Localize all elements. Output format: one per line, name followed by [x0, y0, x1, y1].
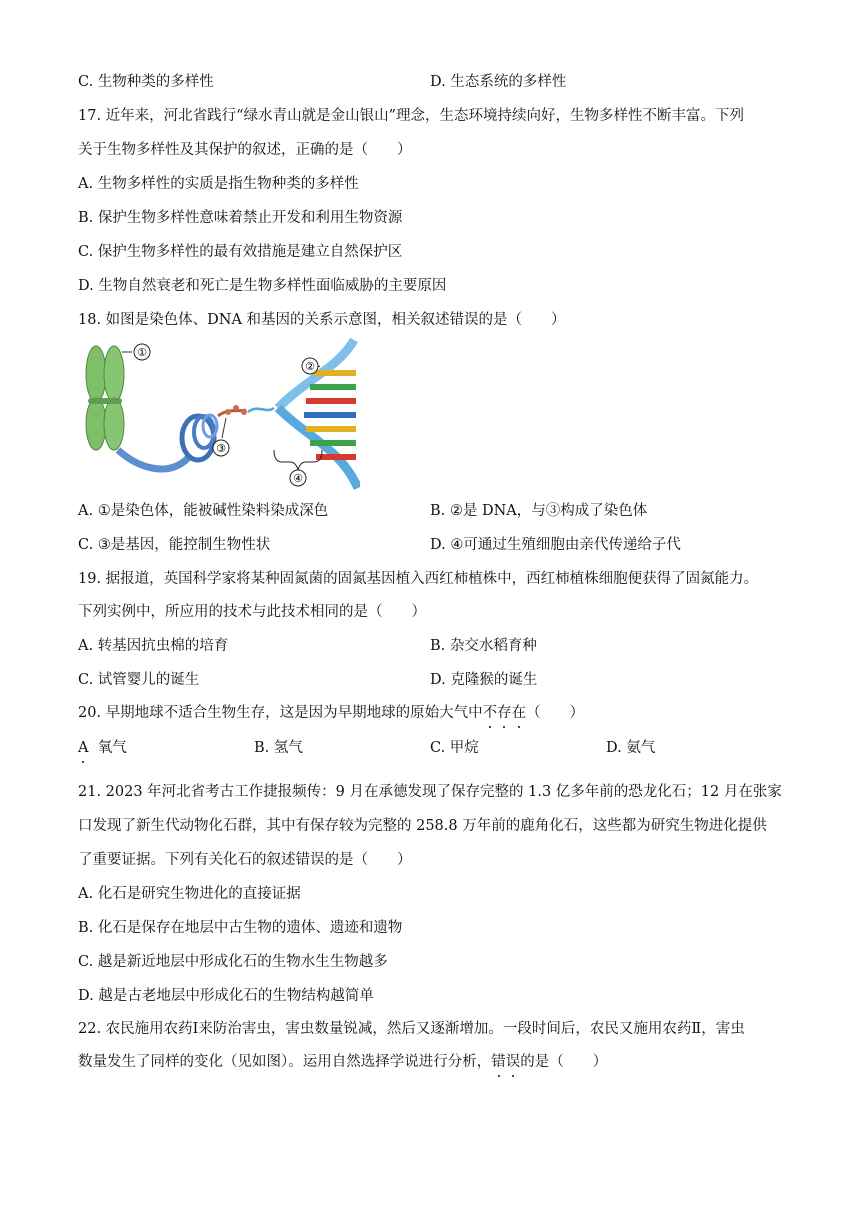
chromosome-illustration	[86, 346, 124, 450]
chromosome-dna-gene-figure	[78, 338, 360, 490]
q20-stem-text: 20. 早期地球不适合生物生存，这是因为早期地球的原始大气中	[78, 705, 483, 721]
q21-stem-line1: 21. 2023 年河北省考古工作捷报频传：9 月在承德发现了保存完整的 1.3 亿多年前的恐龙化石；12 月在张家	[78, 784, 782, 800]
q21-stem-line3: 了重要证据。下列有关化石的叙述错误的是（ ）	[78, 852, 412, 868]
emphasis-char: 错	[491, 1054, 506, 1070]
q17-option-d: D. 生物自然衰老和死亡是生物多样性面临威胁的主要原因	[78, 278, 447, 294]
q20-option-a	[78, 738, 127, 758]
coiled-chromatin	[118, 405, 274, 469]
q22-stem-line2	[78, 1052, 607, 1072]
q18-option-a: A. ①是染色体，能被碱性染料染成深色	[78, 503, 329, 519]
q21-option-d: D. 越是古老地层中形成化石的生物结构越简单	[78, 988, 374, 1004]
q17-stem-line1: 17. 近年来，河北省践行“绿水青山就是金山银山”理念，生态环境持续向好，生物多样性不断丰富。下列	[78, 108, 744, 124]
dna-double-helix	[278, 340, 358, 488]
q20-option-d: D. 氨气	[606, 740, 656, 756]
label-3: ③	[216, 442, 226, 455]
q18-option-d: D. ④可通过生殖细胞由亲代传递给子代	[430, 537, 681, 553]
q22-stem-text: 数量发生了同样的变化（见如图）。运用自然选择学说进行分析，	[78, 1054, 492, 1070]
emphasis-char: 不	[482, 705, 498, 721]
q17-stem-line2: 关于生物多样性及其保护的叙述，正确的是（ ）	[78, 142, 412, 158]
q20-option-a-letter: A	[78, 740, 89, 756]
q19-option-a: A. 转基因抗虫棉的培育	[78, 638, 229, 654]
q20-option-b: B. 氢气	[254, 740, 303, 756]
label-2: ②	[305, 360, 315, 373]
q17-option-a: A. 生物多样性的实质是指生物种类的多样性	[78, 176, 359, 192]
q21-option-b: B. 化石是保存在地层中古生物的遗体、遗迹和遗物	[78, 920, 403, 936]
q19-option-c: C. 试管婴儿的诞生	[78, 672, 200, 688]
q22-stem-tail: 的是（ ）	[520, 1054, 608, 1070]
emphasis-char: 存	[497, 705, 512, 721]
q18-stem: 18. 如图是染色体、DNA 和基因的关系示意图，相关叙述错误的是（ ）	[78, 312, 566, 328]
q19-stem-line2: 下列实例中，所应用的技术与此技术相同的是（ ）	[78, 604, 426, 620]
q16-option-c: C. 生物种类的多样性	[78, 74, 214, 90]
q21-option-a: A. 化石是研究生物进化的直接证据	[78, 886, 301, 902]
q19-option-b: B. 杂交水稻育种	[430, 638, 537, 654]
q19-option-d: D. 克隆猴的诞生	[430, 672, 538, 688]
q18-option-b: B. ②是 DNA，与③构成了染色体	[430, 503, 648, 519]
emphasis-char: 误	[505, 1054, 521, 1070]
q19-stem-line1: 19. 据报道，英国科学家将某种固氮菌的固氮基因植入西红柿植株中，西红柿植株细胞便获得了固氮能力。	[78, 571, 759, 587]
label-1: ①	[137, 346, 147, 359]
answer-bracket: （ ）	[526, 705, 585, 721]
q21-stem-line2: 口发现了新生代动物化石群，其中有保存较为完整的 258.8 万年前的鹿角化石，这些都为研究生物进化提供	[78, 818, 767, 834]
q16-option-d: D. 生态系统的多样性	[430, 74, 567, 90]
q17-option-c: C. 保护生物多样性的最有效措施是建立自然保护区	[78, 244, 403, 260]
q20-option-a-text: 氧气	[97, 740, 127, 756]
q17-option-b: B. 保护生物多样性意味着禁止开发和利用生物资源	[78, 210, 403, 226]
emphasis-char: 在	[511, 705, 527, 721]
q22-stem-line1: 22. 农民施用农药Ⅰ来防治害虫，害虫数量锐减，然后又逐渐增加。一段时间后，农民又施用农药Ⅱ，害虫	[78, 1021, 745, 1037]
q20-stem	[78, 703, 584, 723]
q21-option-c: C. 越是新近地层中形成化石的生物水生生物越多	[78, 954, 388, 970]
q18-option-c: C. ③是基因，能控制生物性状	[78, 537, 271, 553]
label-4: ④	[293, 472, 303, 485]
q20-option-c: C. 甲烷	[430, 740, 479, 756]
